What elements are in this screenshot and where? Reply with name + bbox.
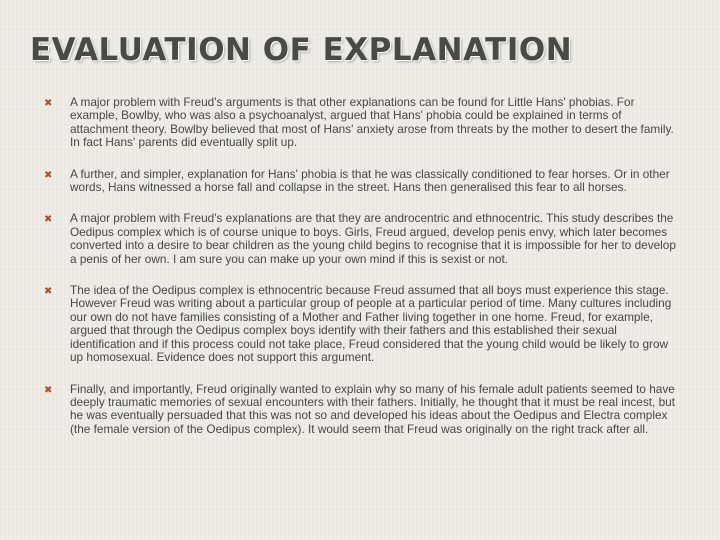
bullet-item: [44, 212, 680, 266]
bullet-text: A further, and simpler, explanation for Hans' phobia is that he was classically conditioned to fear horses. Or in other words, Hans witnessed a horse fall and collapse in the street. Hans then generalised this fear to all horses.: [70, 166, 670, 195]
slide-title: EVALUATION OF EXPLANATION: [30, 32, 573, 68]
x-mark-bullet-icon: ✖: [44, 98, 53, 109]
bullet-item: [44, 168, 680, 195]
x-mark-bullet-icon: ✖: [44, 286, 53, 298]
x-mark-bullet-icon: ✖: [44, 214, 53, 226]
bullet-text: Finally, and importantly, Freud originally wanted to explain why so many of his female adult patients seemed to have deeply traumatic memories of sexual encounters with their fathers. Initially, he thought that it must be real incest, but he was eventually persuaded that this was not so and developed his ideas about the Oedipus and Electra complex (the female version of the Oedipus complex). It would seem that Freud was originally on the right track after all.: [70, 381, 675, 436]
bullet-item: [44, 383, 680, 437]
x-mark-bullet-icon: ✖: [44, 169, 53, 181]
bullet-text: The idea of the Oedipus complex is ethnocentric because Freud assumed that all boys must experience this stage. However Freud was writing about a particular group of people at a particular period of time. Many cultures including our own do not have families consisting of a Mother and Father living together in one home. Freud, for example, argued that through the Oedipus complex boys identify with their fathers and this established their sexual identification and if this process could not take place, Freud considered that the young child would be likely to grow up homosexual. Evidence does not support this argument.: [70, 283, 672, 365]
bullet-item: [44, 96, 680, 150]
bullet-list: [44, 96, 680, 454]
bullet-text: A major problem with Freud's arguments is that other explanations can be found for Little Hans' phobias. For example, Bowlby, who was also a psychoanalyst, argued that Hans' phobia could be explained in terms of attachment theory. Bowlby believed that most of Hans' anxiety arose from threats by the mother to desert the family. In fact Hans' parents did eventually split up.: [70, 95, 674, 150]
bullet-text: A major problem with Freud's explanations are that they are androcentric and ethnocentric. This study describes the Oedipus complex which is of course unique to boys. Girls, Freud argued, develop penis envy, which later becomes converted into a desire to bear children as the young child begins to recognise that it is impossible for her to develop a penis of her own. I am sure you can make up your own mind if this is sexist or not.: [70, 211, 676, 266]
bullet-item: [44, 284, 680, 364]
x-mark-bullet-icon: ✖: [44, 384, 53, 396]
